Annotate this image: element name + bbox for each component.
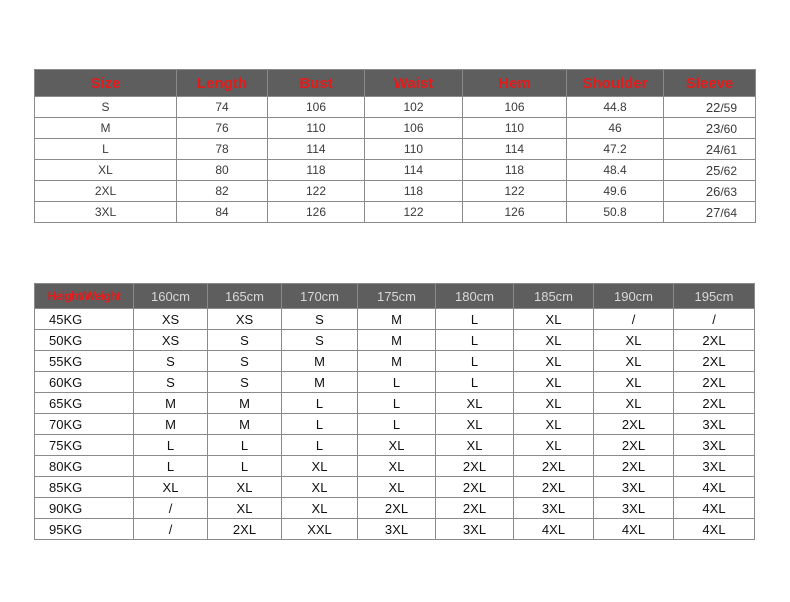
header-height-160: 160cm (134, 284, 208, 309)
weight-cell: 65KG (35, 393, 134, 414)
recommended-size-cell: XL (594, 351, 674, 372)
recommended-size-cell: 2XL (674, 393, 755, 414)
recommended-size-cell: 2XL (514, 477, 594, 498)
sleeve-long: /61 (720, 142, 737, 157)
recommended-size-cell: 3XL (358, 519, 436, 540)
table-row (35, 309, 755, 330)
recommended-size-cell: L (282, 414, 358, 435)
table-row (35, 393, 755, 414)
table-row (35, 351, 755, 372)
recommended-size-cell: 2XL (674, 372, 755, 393)
recommended-size-cell: L (282, 393, 358, 414)
waist-cell: 102 (365, 97, 463, 118)
recommended-size-cell: 3XL (436, 519, 514, 540)
length-cell: 80 (177, 160, 268, 181)
recommended-size-cell: M (358, 330, 436, 351)
size-cell: M (35, 118, 177, 139)
size-cell: S (35, 97, 177, 118)
size-measurement-table (34, 69, 756, 223)
recommended-size-cell: XL (514, 393, 594, 414)
recommended-size-cell: XL (514, 351, 594, 372)
waist-cell: 106 (365, 118, 463, 139)
sleeve-cell (664, 202, 756, 223)
table-row (35, 519, 755, 540)
sleeve-short: 26 (705, 183, 721, 199)
recommended-size-cell: 2XL (514, 456, 594, 477)
sleeve-cell (664, 160, 756, 181)
recommended-size-cell: L (358, 372, 436, 393)
recommended-size-cell: / (674, 309, 755, 330)
header-height-185: 185cm (514, 284, 594, 309)
table-row (35, 498, 755, 519)
header-waist: Waist (365, 70, 463, 97)
weight-cell: 80KG (35, 456, 134, 477)
recommended-size-cell: / (134, 498, 208, 519)
table-row (35, 372, 755, 393)
hem-cell: 110 (463, 118, 567, 139)
sleeve-long: /64 (720, 205, 737, 220)
fit-table-body (35, 309, 755, 540)
waist-cell: 114 (365, 160, 463, 181)
waist-cell: 118 (365, 181, 463, 202)
header-height-190: 190cm (594, 284, 674, 309)
length-cell: 78 (177, 139, 268, 160)
sleeve-cell (664, 181, 756, 202)
recommended-size-cell: 2XL (208, 519, 282, 540)
weight-cell: 95KG (35, 519, 134, 540)
recommended-size-cell: L (208, 456, 282, 477)
size-cell: L (35, 139, 177, 160)
weight-cell: 75KG (35, 435, 134, 456)
shoulder-cell: 44.8 (567, 97, 664, 118)
recommended-size-cell: 3XL (674, 456, 755, 477)
sleeve-long: /62 (720, 163, 737, 178)
waist-cell: 110 (365, 139, 463, 160)
header-height-180: 180cm (436, 284, 514, 309)
recommended-size-cell: M (208, 393, 282, 414)
recommended-size-cell: S (282, 330, 358, 351)
header-size: Size (35, 70, 177, 97)
header-height-175: 175cm (358, 284, 436, 309)
recommended-size-cell: XL (594, 330, 674, 351)
recommended-size-cell: M (208, 414, 282, 435)
table-row (35, 97, 756, 118)
recommended-size-cell: L (282, 435, 358, 456)
weight-cell: 45KG (35, 309, 134, 330)
header-hem: Hem (463, 70, 567, 97)
weight-cell: 85KG (35, 477, 134, 498)
shoulder-cell: 50.8 (567, 202, 664, 223)
recommended-size-cell: XL (134, 477, 208, 498)
bust-cell: 110 (268, 118, 365, 139)
recommended-size-cell: XL (514, 435, 594, 456)
table-row (35, 456, 755, 477)
sleeve-short: 22 (705, 99, 721, 115)
table-row (35, 477, 755, 498)
bust-cell: 114 (268, 139, 365, 160)
recommended-size-cell: XS (134, 330, 208, 351)
recommended-size-cell: L (358, 393, 436, 414)
shoulder-cell: 47.2 (567, 139, 664, 160)
recommended-size-cell: XL (208, 477, 282, 498)
recommended-size-cell: 2XL (436, 498, 514, 519)
header-bust: Bust (268, 70, 365, 97)
header-height-weight: Height/Weight (35, 284, 134, 309)
hem-cell: 118 (463, 160, 567, 181)
recommended-size-cell: 3XL (674, 435, 755, 456)
recommended-size-cell: 4XL (594, 519, 674, 540)
recommended-size-cell: L (436, 351, 514, 372)
table-row (35, 118, 756, 139)
recommended-size-cell: XL (514, 414, 594, 435)
table-row (35, 160, 756, 181)
header-sleeve: Sleeve (664, 70, 756, 97)
fit-table-header-row (35, 284, 755, 309)
length-cell: 84 (177, 202, 268, 223)
recommended-size-cell: M (282, 372, 358, 393)
recommended-size-cell: S (282, 309, 358, 330)
recommended-size-cell: XXL (282, 519, 358, 540)
sleeve-cell (664, 139, 756, 160)
recommended-size-cell: S (134, 372, 208, 393)
sleeve-short: 25 (705, 162, 721, 178)
recommended-size-cell: 2XL (674, 330, 755, 351)
recommended-size-cell: 2XL (436, 477, 514, 498)
recommended-size-cell: 2XL (674, 351, 755, 372)
recommended-size-cell: 2XL (594, 456, 674, 477)
recommended-size-cell: XL (358, 435, 436, 456)
recommended-size-cell: XL (358, 477, 436, 498)
recommended-size-cell: XL (514, 330, 594, 351)
header-length: Length (177, 70, 268, 97)
shoulder-cell: 48.4 (567, 160, 664, 181)
recommended-size-cell: XL (436, 435, 514, 456)
recommended-size-cell: L (358, 414, 436, 435)
header-height-170: 170cm (282, 284, 358, 309)
recommended-size-cell: L (436, 330, 514, 351)
recommended-size-cell: 3XL (514, 498, 594, 519)
recommended-size-cell: L (436, 372, 514, 393)
recommended-size-cell: 2XL (594, 414, 674, 435)
weight-cell: 55KG (35, 351, 134, 372)
table-row (35, 330, 755, 351)
bust-cell: 126 (268, 202, 365, 223)
sleeve-cell (664, 118, 756, 139)
header-shoulder: Shoulder (567, 70, 664, 97)
recommended-size-cell: XL (358, 456, 436, 477)
bust-cell: 118 (268, 160, 365, 181)
recommended-size-cell: / (594, 309, 674, 330)
recommended-size-cell: XL (282, 498, 358, 519)
recommended-size-cell: S (134, 351, 208, 372)
table-row (35, 139, 756, 160)
recommended-size-cell: S (208, 351, 282, 372)
table-row (35, 202, 756, 223)
recommended-size-cell: XS (134, 309, 208, 330)
recommended-size-cell: XL (282, 456, 358, 477)
recommended-size-cell: XL (514, 309, 594, 330)
header-height-165: 165cm (208, 284, 282, 309)
recommended-size-cell: XL (282, 477, 358, 498)
sleeve-long: /59 (720, 100, 737, 115)
table-row (35, 181, 756, 202)
length-cell: 82 (177, 181, 268, 202)
recommended-size-cell: XL (436, 393, 514, 414)
weight-cell: 50KG (35, 330, 134, 351)
recommended-size-cell: XS (208, 309, 282, 330)
hem-cell: 114 (463, 139, 567, 160)
bust-cell: 122 (268, 181, 365, 202)
recommended-size-cell: 4XL (674, 519, 755, 540)
length-cell: 76 (177, 118, 268, 139)
size-cell: 3XL (35, 202, 177, 223)
recommended-size-cell: M (358, 309, 436, 330)
recommended-size-cell: XL (594, 372, 674, 393)
recommended-size-cell: 3XL (594, 498, 674, 519)
recommended-size-cell: XL (436, 414, 514, 435)
header-height-195: 195cm (674, 284, 755, 309)
sleeve-cell (664, 97, 756, 118)
weight-cell: 70KG (35, 414, 134, 435)
length-cell: 74 (177, 97, 268, 118)
recommended-size-cell: S (208, 330, 282, 351)
recommended-size-cell: 2XL (436, 456, 514, 477)
hem-cell: 106 (463, 97, 567, 118)
shoulder-cell: 49.6 (567, 181, 664, 202)
recommended-size-cell: M (134, 414, 208, 435)
recommended-size-cell: 3XL (674, 414, 755, 435)
recommended-size-cell: M (358, 351, 436, 372)
sleeve-short: 24 (705, 141, 721, 157)
recommended-size-cell: 4XL (514, 519, 594, 540)
shoulder-cell: 46 (567, 118, 664, 139)
hem-cell: 122 (463, 181, 567, 202)
sleeve-long: /63 (720, 184, 737, 199)
size-cell: XL (35, 160, 177, 181)
recommended-size-cell: XL (514, 372, 594, 393)
recommended-size-cell: L (134, 435, 208, 456)
sleeve-long: /60 (720, 121, 737, 136)
recommended-size-cell: L (134, 456, 208, 477)
recommended-size-cell: L (436, 309, 514, 330)
hem-cell: 126 (463, 202, 567, 223)
recommended-size-cell: 2XL (594, 435, 674, 456)
recommended-size-cell: XL (594, 393, 674, 414)
height-weight-fit-table (34, 283, 755, 540)
recommended-size-cell: 2XL (358, 498, 436, 519)
recommended-size-cell: L (208, 435, 282, 456)
size-table-header-row (35, 70, 756, 97)
recommended-size-cell: 4XL (674, 498, 755, 519)
recommended-size-cell: M (134, 393, 208, 414)
waist-cell: 122 (365, 202, 463, 223)
weight-cell: 90KG (35, 498, 134, 519)
recommended-size-cell: S (208, 372, 282, 393)
table-row (35, 435, 755, 456)
size-cell: 2XL (35, 181, 177, 202)
table-row (35, 414, 755, 435)
recommended-size-cell: / (134, 519, 208, 540)
sleeve-short: 27 (705, 204, 721, 220)
recommended-size-cell: XL (208, 498, 282, 519)
recommended-size-cell: 3XL (594, 477, 674, 498)
sleeve-short: 23 (705, 120, 721, 136)
bust-cell: 106 (268, 97, 365, 118)
recommended-size-cell: 4XL (674, 477, 755, 498)
weight-cell: 60KG (35, 372, 134, 393)
recommended-size-cell: M (282, 351, 358, 372)
